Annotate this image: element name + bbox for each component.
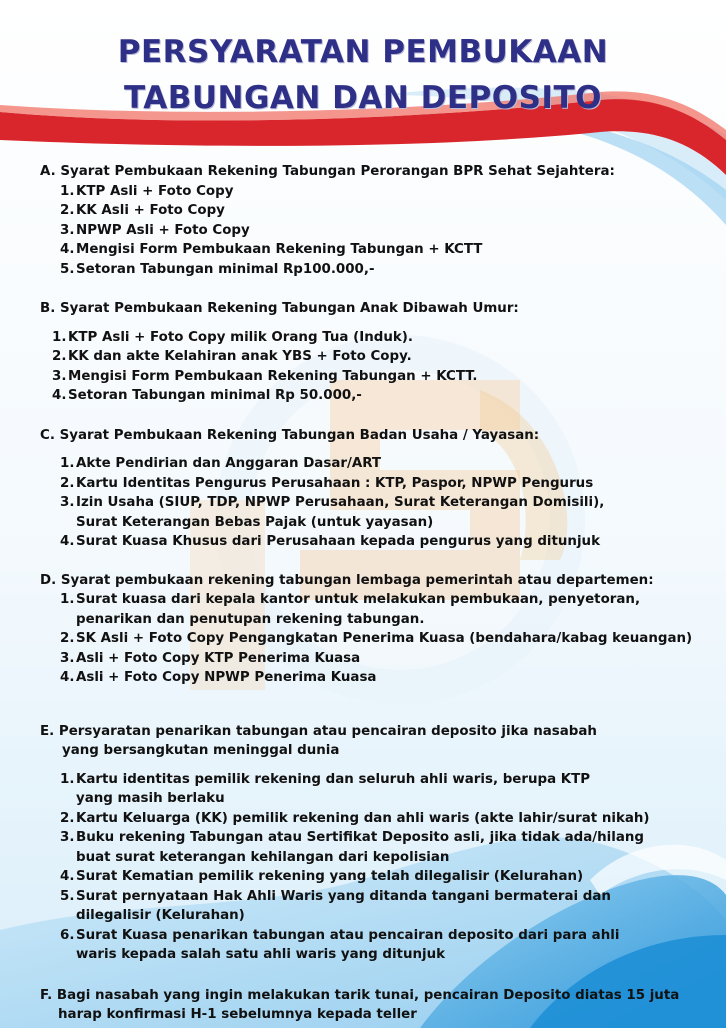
page-title-line-1: PERSYARATAN PEMBUKAAN bbox=[117, 34, 609, 70]
list-item bbox=[40, 493, 710, 532]
item-text: Asli + Foto Copy NPWP Penerima Kuasa bbox=[76, 670, 377, 685]
item-number: 3. bbox=[52, 368, 67, 384]
item-number: 4. bbox=[60, 869, 75, 884]
item-number: 5. bbox=[60, 888, 75, 904]
section-a bbox=[40, 162, 710, 279]
section-c bbox=[40, 426, 710, 552]
section-c-title: C. Syarat Pembukaan Rekening Tabungan Badan Usaha / Yayasan: bbox=[40, 427, 540, 443]
list-item bbox=[40, 182, 710, 202]
list-item bbox=[40, 386, 710, 406]
item-text: NPWP Asli + Foto Copy bbox=[76, 222, 250, 238]
list-item bbox=[40, 629, 710, 649]
list-item bbox=[40, 532, 710, 552]
item-text: Akte Pendirian dan Anggaran Dasar/ART bbox=[76, 456, 382, 471]
item-number: 5. bbox=[60, 261, 75, 277]
section-f-title-continued: harap konfirmasi H-1 sebelumnya kepada teller bbox=[58, 1007, 417, 1022]
item-number: 2. bbox=[60, 631, 75, 646]
item-number: 2. bbox=[60, 475, 75, 491]
list-item bbox=[40, 260, 710, 280]
list-item bbox=[40, 770, 710, 809]
item-number: 1. bbox=[52, 329, 67, 345]
item-text: Surat Kematian pemilik rekening yang telah dilegalisir (Kelurahan) bbox=[76, 869, 584, 884]
section-b bbox=[40, 299, 710, 406]
item-number: 4. bbox=[52, 388, 67, 403]
item-number: 3. bbox=[60, 222, 75, 238]
item-text: KTP Asli + Foto Copy milik Orang Tua (Induk). bbox=[68, 329, 413, 345]
list-item bbox=[40, 668, 710, 688]
item-number: 3. bbox=[60, 830, 75, 845]
section-a-list bbox=[40, 182, 710, 280]
section-c-list bbox=[40, 454, 710, 552]
item-text-continued: dilegalisir (Kelurahan) bbox=[76, 908, 245, 923]
item-text: SK Asli + Foto Copy Pengangkatan Penerima Kuasa (bendahara/kabag keuangan) bbox=[76, 631, 693, 646]
section-b-title: B. Syarat Pembukaan Rekening Tabungan Anak Dibawah Umur: bbox=[40, 301, 519, 316]
list-item bbox=[40, 367, 710, 387]
section-f-title: F. Bagi nasabah yang ingin melakukan tarik tunai, pencairan Deposito diatas 15 juta bbox=[40, 987, 680, 1003]
item-text: Buku rekening Tabungan atau Sertifikat Deposito asli, jika tidak ada/hilang bbox=[76, 830, 645, 845]
item-text-continued: buat surat keterangan kehilangan dari kepolisian bbox=[76, 849, 450, 865]
item-number: 1. bbox=[60, 183, 75, 199]
section-e-list bbox=[40, 770, 710, 965]
item-text: Surat Kuasa Khusus dari Perusahaan kepada pengurus yang ditunjuk bbox=[76, 534, 600, 549]
item-text: Izin Usaha (SIUP, TDP, NPWP Perusahaan, Surat Keterangan Domisili), bbox=[76, 495, 605, 510]
section-d-list bbox=[40, 590, 710, 688]
list-item bbox=[40, 649, 710, 669]
section-a-title: A. Syarat Pembukaan Rekening Tabungan Perorangan BPR Sehat Sejahtera: bbox=[40, 164, 615, 179]
item-text: Surat pernyataan Hak Ahli Waris yang ditanda tangani bermaterai dan bbox=[76, 888, 611, 904]
section-b-list bbox=[40, 328, 710, 406]
list-item bbox=[40, 240, 710, 260]
item-text: Mengisi Form Pembukaan Rekening Tabungan + KCTT bbox=[76, 242, 483, 257]
page-title-line-2: TABUNGAN DAN DEPOSITO bbox=[124, 80, 602, 116]
list-item bbox=[40, 221, 710, 241]
item-number: 6. bbox=[60, 927, 75, 943]
item-number: 2. bbox=[60, 810, 75, 826]
item-text: Surat kuasa dari kepala kantor untuk melakukan pembukaan, penyetoran, bbox=[76, 592, 641, 607]
item-text-continued: penarikan dan penutupan rekening tabungan. bbox=[76, 611, 425, 627]
item-text: Kartu Keluarga (KK) pemilik rekening dan ahli waris (akte lahir/surat nikah) bbox=[76, 810, 650, 826]
item-text: Mengisi Form Pembukaan Rekening Tabungan + KCTT. bbox=[68, 368, 478, 384]
item-text: Setoran Tabungan minimal Rp100.000,- bbox=[76, 261, 375, 277]
item-number: 4. bbox=[60, 670, 75, 685]
item-number: 3. bbox=[60, 495, 75, 510]
list-item bbox=[40, 867, 710, 887]
list-item bbox=[40, 474, 710, 494]
list-item bbox=[40, 347, 710, 367]
item-text-continued: waris kepada salah satu ahli waris yang ditunjuk bbox=[76, 947, 446, 962]
item-text: KK Asli + Foto Copy bbox=[76, 203, 225, 218]
list-item bbox=[40, 887, 710, 926]
item-text: Surat Kuasa penarikan tabungan atau pencairan deposito dari para ahli bbox=[76, 927, 620, 943]
list-item bbox=[40, 328, 710, 348]
item-number: 1. bbox=[60, 771, 75, 787]
item-text: Setoran Tabungan minimal Rp 50.000,- bbox=[68, 388, 362, 403]
item-number: 1. bbox=[60, 592, 75, 607]
item-text: Kartu identitas pemilik rekening dan seluruh ahli waris, berupa KTP bbox=[76, 771, 591, 787]
item-number: 2. bbox=[52, 349, 67, 364]
item-text-continued: Surat Keterangan Bebas Pajak (untuk yayasan) bbox=[76, 514, 434, 530]
item-text: Asli + Foto Copy KTP Penerima Kuasa bbox=[76, 650, 361, 666]
list-item bbox=[40, 828, 710, 867]
item-text: KK dan akte Kelahiran anak YBS + Foto Copy. bbox=[68, 349, 412, 364]
list-item bbox=[40, 809, 710, 829]
item-number: 4. bbox=[60, 534, 75, 549]
item-number: 4. bbox=[60, 242, 75, 257]
section-f bbox=[40, 986, 710, 1025]
item-number: 3. bbox=[60, 650, 75, 666]
list-item bbox=[40, 926, 710, 965]
item-text: KTP Asli + Foto Copy bbox=[76, 183, 234, 199]
item-number: 2. bbox=[60, 203, 75, 218]
requirements-content bbox=[40, 162, 710, 1025]
section-d-title: D. Syarat pembukaan rekening tabungan lembaga pemerintah atau departemen: bbox=[40, 572, 654, 588]
list-item bbox=[40, 454, 710, 474]
section-d bbox=[40, 571, 710, 688]
item-text: Kartu Identitas Pengurus Perusahaan : KTP, Paspor, NPWP Pengurus bbox=[76, 475, 594, 491]
item-number: 1. bbox=[60, 456, 75, 471]
section-e bbox=[40, 722, 710, 965]
section-e-title-continued: yang bersangkutan meninggal dunia bbox=[62, 743, 340, 758]
section-e-title: E. Persyaratan penarikan tabungan atau pencairan deposito jika nasabah bbox=[40, 723, 597, 739]
list-item bbox=[40, 590, 710, 629]
list-item bbox=[40, 201, 710, 221]
item-text-continued: yang masih berlaku bbox=[76, 791, 225, 806]
